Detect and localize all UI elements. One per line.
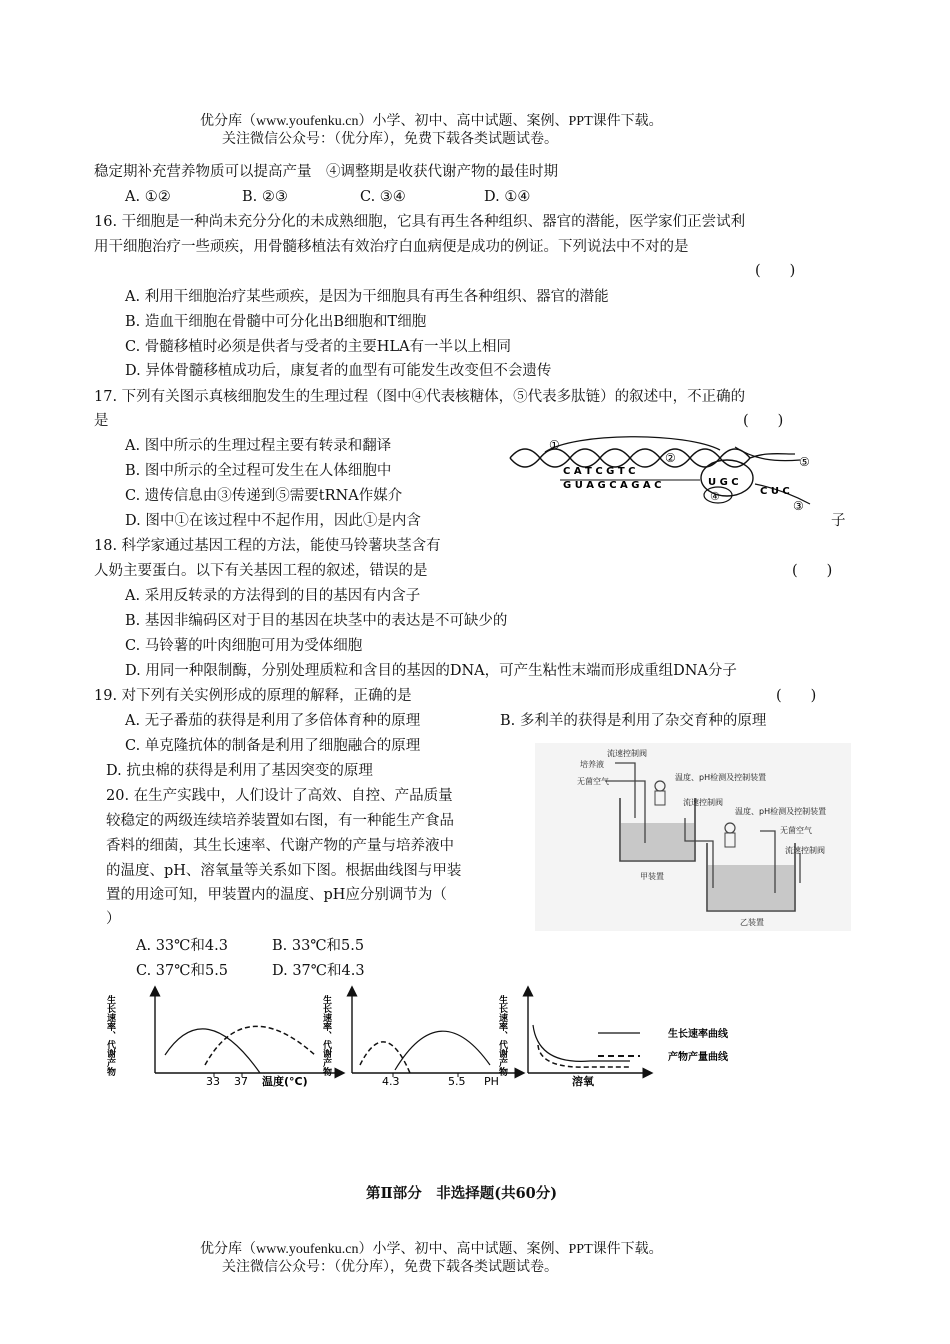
oxygen-growth-curve <box>533 1025 630 1061</box>
q16-stem-line-2: 用干细胞治疗一些顽疾，用骨髓移植法有效治疗白血病便是成功的例证。下列说法中不对的是 <box>94 239 689 255</box>
q17-option-c: C. 遗传信息由③传递到⑤需要tRNA作媒介 <box>125 488 403 504</box>
q17-option-a: A. 图中所示的生理过程主要有转录和翻译 <box>125 438 392 454</box>
legend-product-label: 产物产量曲线 <box>668 1052 728 1063</box>
two-stage-culture-apparatus <box>535 743 851 931</box>
q17-option-b: B. 图中所示的全过程可发生在人体细胞中 <box>125 463 392 479</box>
device-yi-label: 乙装置 <box>740 918 764 927</box>
q17-option-d-tail: 子 <box>831 513 846 529</box>
q17-stem-line-2: 是 <box>94 413 109 429</box>
temperature-graph <box>105 991 340 1088</box>
ph-graph-ylabel: 生长速率、代谢产物 <box>321 995 331 1076</box>
q20-option-c: C. 37℃和5.5 <box>136 963 229 979</box>
q20-option-a: A. 33℃和4.3 <box>136 938 228 954</box>
device-jia-label: 甲装置 <box>640 872 664 881</box>
temp-ph-control-label-2: 温度、pH检测及控制装置 <box>735 807 827 816</box>
q16-option-a: A. 利用干细胞治疗某些顽疾，是因为干细胞具有再生各种组织、器官的潜能 <box>125 289 609 305</box>
q15-option-d: D. ①④ <box>484 189 531 205</box>
q17-option-d: D. 图中①在该过程中不起作用，因此①是内含 <box>125 513 421 529</box>
temp-growth-curve <box>165 1029 260 1073</box>
flow-valve-label-2: 流速控制阀 <box>683 798 723 807</box>
temp-tick-37: 37 <box>234 1075 248 1088</box>
sterile-air-label-2: 无菌空气 <box>780 826 812 835</box>
mrna-tail-sequence: C U C <box>760 486 790 497</box>
q20-option-b: B. 33℃和5.5 <box>272 938 365 954</box>
header-line-2: 关注微信公众号：（优分库），免费下载各类试题试卷。 <box>222 132 558 147</box>
q16-answer-bracket: ( ) <box>755 263 796 279</box>
q18-option-d: D. 用同一种限制酶，分别处理质粒和含目的基因的DNA，可产生粘性末端而形成重组DNA分子 <box>125 663 737 679</box>
ph-product-curve <box>360 1042 410 1073</box>
q20-stem-line-1: 20. 在生产实践中，人们设计了高效、自控、产品质量 <box>106 788 453 804</box>
flow-valve-label-1: 流速控制阀 <box>607 749 647 758</box>
q15-option-a: A. ①② <box>125 189 171 205</box>
q18-stem-line-2: 人奶主要蛋白。以下有关基因工程的叙述，错误的是 <box>94 563 428 579</box>
oxygen-xlabel: 溶氧 <box>572 1075 594 1088</box>
q15-option-b: B. ②③ <box>242 189 288 205</box>
ph-tick-43: 4.3 <box>382 1075 400 1088</box>
oxygen-graph-ylabel: 生长速率、代谢产物 <box>497 995 507 1076</box>
q20-stem-line-4: 的温度、pH、溶氧量等关系如下图。根据曲线图与甲装 <box>106 863 462 879</box>
medium-label: 培养液 <box>580 760 604 769</box>
q20-stem-line-5: 置的用途可知，甲装置内的温度、pH应分别调节为（ <box>106 887 447 903</box>
q19-option-d: D. 抗虫棉的获得是利用了基因突变的原理 <box>106 763 373 779</box>
q19-option-b: B. 多利羊的获得是利用了杂交育种的原理 <box>500 713 767 729</box>
transcription-translation-diagram <box>505 432 840 517</box>
q20-curve-graphs <box>105 985 770 1088</box>
ph-xlabel: PH <box>484 1075 499 1088</box>
legend-growth-label: 生长速率曲线 <box>668 1029 728 1040</box>
q18-option-b: B. 基因非编码区对于目的基因在块茎中的表达是不可缺少的 <box>125 613 508 629</box>
label-1: ① <box>549 438 560 452</box>
label-5: ⑤ <box>799 455 810 469</box>
q19-answer-bracket: ( ) <box>776 688 817 704</box>
q16-option-d: D. 异体骨髓移植成功后，康复者的血型有可能发生改变但不会遗传 <box>125 363 552 379</box>
sterile-air-label-1: 无菌空气 <box>577 777 609 786</box>
q17-answer-bracket: ( ) <box>743 413 784 429</box>
temp-ph-control-label-1: 温度、pH检测及控制装置 <box>675 773 767 782</box>
footer-line-1: 优分库（www.youfenku.cn）小学、初中、高中试题、案例、PPT课件下载。 <box>200 1242 663 1257</box>
q16-option-c: C. 骨髓移植时必须是供者与受者的主要HLA有一半以上相同 <box>125 339 512 355</box>
ph-tick-55: 5.5 <box>448 1075 466 1088</box>
ribosome-codon: U G C <box>708 477 739 488</box>
q20-stem-line-6: ） <box>106 911 121 927</box>
q18-answer-bracket: ( ) <box>792 563 833 579</box>
ph-graph <box>321 991 520 1088</box>
oxygen-product-curve <box>538 1045 630 1067</box>
label-3: ③ <box>793 499 804 513</box>
q18-option-c: C. 马铃薯的叶肉细胞可用为受体细胞 <box>125 638 363 654</box>
flow-valve-label-3: 流速控制阀 <box>785 846 825 855</box>
q19-stem: 19. 对下列有关实例形成的原理的解释，正确的是 <box>94 688 412 704</box>
q16-option-b: B. 造血干细胞在骨髓中可分化出B细胞和T细胞 <box>125 314 427 330</box>
q20-stem-line-3: 香料的细菌，其生长速率、代谢产物的产量与培养液中 <box>106 838 454 854</box>
q19-option-c: C. 单克隆抗体的制备是利用了细胞融合的原理 <box>125 738 421 754</box>
graph-legend <box>598 1027 729 1063</box>
footer-line-2: 关注微信公众号：（优分库），免费下载各类试题试卷。 <box>222 1260 558 1275</box>
q19-option-a: A. 无子番茄的获得是利用了多倍体育种的原理 <box>125 713 421 729</box>
q20-stem-line-2: 较稳定的两级连续培养装置如右图，有一种能生产食品 <box>106 813 454 829</box>
temp-tick-33: 33 <box>206 1075 220 1088</box>
dna-template-sequence: C A T C G T C <box>563 466 636 477</box>
ph-growth-curve <box>395 1031 490 1070</box>
q18-option-a: A. 采用反转录的方法得到的目的基因有内含子 <box>125 588 421 604</box>
q15-option-c: C. ③④ <box>360 189 406 205</box>
mrna-sequence: G U A G C A G A C <box>563 480 662 491</box>
q20-option-d: D. 37℃和4.3 <box>272 963 365 979</box>
temp-product-curve <box>205 1026 315 1065</box>
q18-stem-line-1: 18. 科学家通过基因工程的方法，能使马铃薯块茎含有 <box>94 538 441 554</box>
part2-title: 第Ⅱ部分 非选择题(共60分) <box>366 1185 558 1202</box>
q17-stem-line-1: 17. 下列有关图示真核细胞发生的生理过程（图中④代表核糖体，⑤代表多肽链）的叙述中，不正确的 <box>94 389 746 405</box>
temp-graph-ylabel: 生长速率、代谢产物 <box>105 995 115 1076</box>
header-line-1: 优分库（www.youfenku.cn）小学、初中、高中试题、案例、PPT课件下载。 <box>200 114 663 129</box>
q15-text: 稳定期补充营养物质可以提高产量 ④调整期是收获代谢产物的最佳时期 <box>94 164 558 180</box>
label-2: ② <box>665 451 676 465</box>
label-4: ④ <box>710 490 720 503</box>
temp-xlabel: 温度(°C) <box>262 1075 308 1088</box>
q16-stem-line-1: 16. 干细胞是一种尚未充分分化的未成熟细胞，它具有再生各种组织、器官的潜能，医学家们正尝试利 <box>94 214 746 230</box>
